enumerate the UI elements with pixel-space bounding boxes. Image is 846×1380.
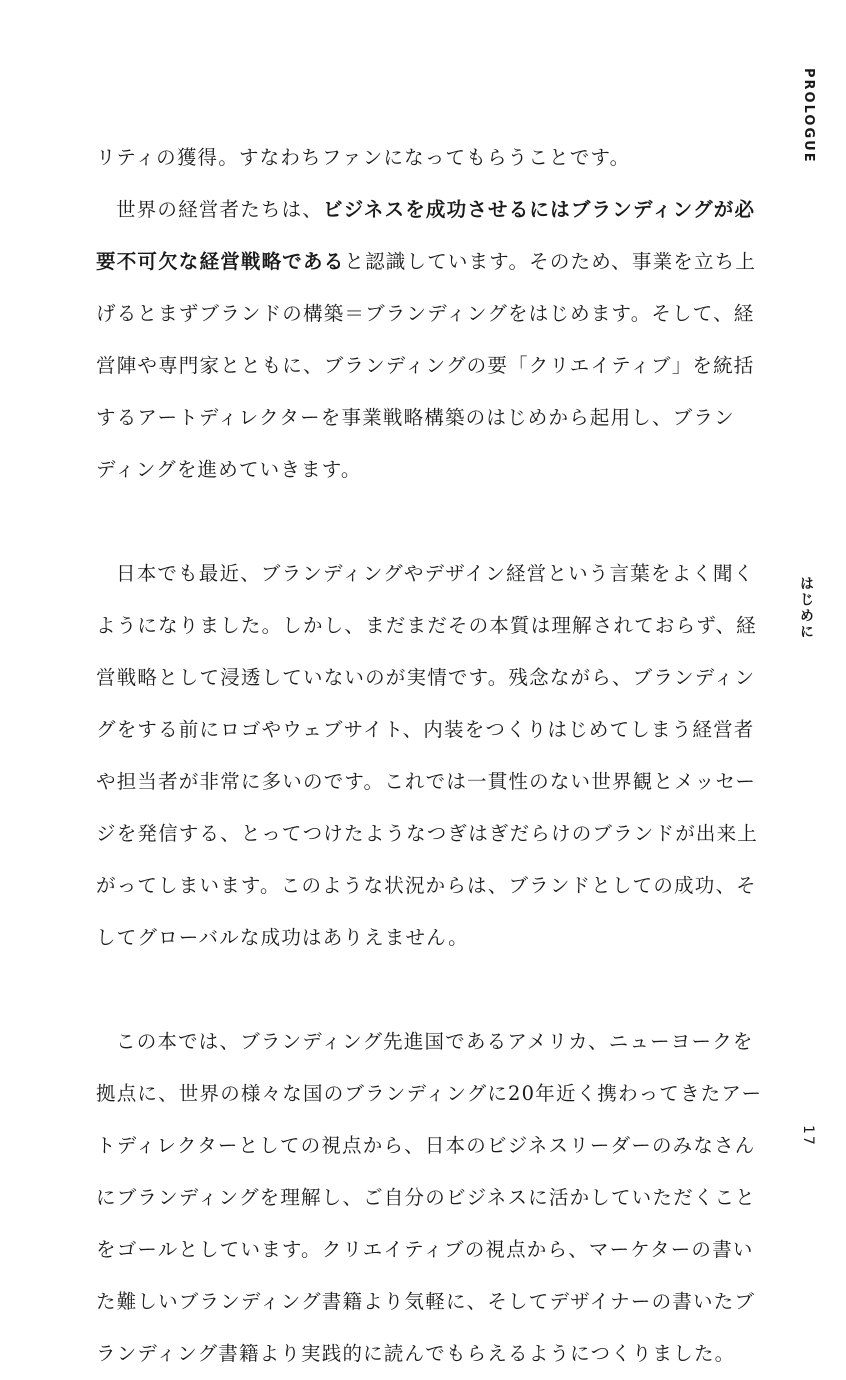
text-run: グをする前にロゴやウェブサイト、内装をつくりはじめてしまう経営者 <box>96 718 755 741</box>
text-line <box>96 1224 754 1276</box>
emphasis-text: 要不可欠な経営戦略である <box>96 250 345 273</box>
text-run: リティの獲得。すなわちファンになってもらうことです。 <box>96 146 631 169</box>
text-line <box>96 288 755 340</box>
text-line <box>96 548 755 600</box>
text-run: この本では、ブランディング先進国であるアメリカ、ニューヨークを <box>116 1030 754 1053</box>
text-run: と認識しています。そのため、事業を立ち上 <box>344 250 757 273</box>
text-run: にブランディングを理解し、ご自分のビジネスに活かしていただくこと <box>96 1186 756 1209</box>
text-run: をゴールとしています。クリエイティブの視点から、マーケターの書い <box>96 1238 754 1261</box>
text-line <box>96 652 756 704</box>
text-run: ジを発信する、とってつけたようなつぎはぎだらけのブランドが出来上 <box>96 822 759 845</box>
text-run: ディングを進めていきます。 <box>96 458 362 481</box>
text-line <box>96 704 755 756</box>
text-line <box>96 340 755 392</box>
section-label: PROLOGUE <box>801 68 816 164</box>
text-run: 世界の経営者たちは、 <box>116 198 324 221</box>
emphasis-text: ビジネスを成功させるにはブランディングが必 <box>323 198 756 221</box>
text-line <box>96 1276 756 1328</box>
paragraph-gap <box>96 964 686 1016</box>
text-line <box>96 1068 763 1120</box>
text-line <box>96 132 686 184</box>
text-run: や担当者が非常に多いのです。これでは一貫性のない世界観とメッセー <box>96 770 757 793</box>
body-text <box>96 132 763 1380</box>
text-line <box>96 444 686 496</box>
text-run: 日本でも最近、ブランディングやデザイン経営という言葉をよく聞く <box>116 562 755 585</box>
text-run: がってしまいます。このような状況からは、ブランドとしての成功、そ <box>96 874 757 897</box>
text-run: 営戦略として浸透していないのが実情です。残念ながら、ブランディン <box>96 666 756 689</box>
text-run: してグローバルな成功はありえません。 <box>96 926 469 949</box>
text-line <box>96 600 757 652</box>
text-line <box>96 236 757 288</box>
paragraph-gap <box>96 496 686 548</box>
text-run: ランディング書籍より実践的に読んでもらえるようにつくりました。 <box>96 1342 736 1365</box>
text-line <box>96 912 686 964</box>
text-line <box>96 1016 754 1068</box>
text-line <box>96 756 757 808</box>
text-line <box>96 860 757 912</box>
text-run: するアートディレクターを事業戦略構築のはじめから起用し、ブラン <box>96 406 735 429</box>
text-run: 拠点に、世界の様々な国のブランディングに20年近く携わってきたアー <box>96 1082 763 1105</box>
text-line <box>96 1328 736 1380</box>
text-run: ようになりました。しかし、まだまだその本質は理解されておらず、経 <box>96 614 757 637</box>
text-line <box>96 808 759 860</box>
text-line <box>96 1172 756 1224</box>
text-run: げるとまずブランドの構築＝ブランディングをはじめます。そして、経 <box>96 302 755 325</box>
text-run: た難しいブランディング書籍より気軽に、そしてデザイナーの書いたブ <box>96 1290 756 1313</box>
text-run: 営陣や専門家とともに、ブランディングの要「クリエイティブ」を統括 <box>96 354 755 377</box>
page-number: 17 <box>800 1125 816 1147</box>
chapter-label: はじめに <box>798 576 814 640</box>
text-line <box>96 1120 756 1172</box>
text-line <box>96 392 735 444</box>
text-line <box>96 184 756 236</box>
text-run: トディレクターとしての視点から、日本のビジネスリーダーのみなさん <box>96 1134 756 1157</box>
